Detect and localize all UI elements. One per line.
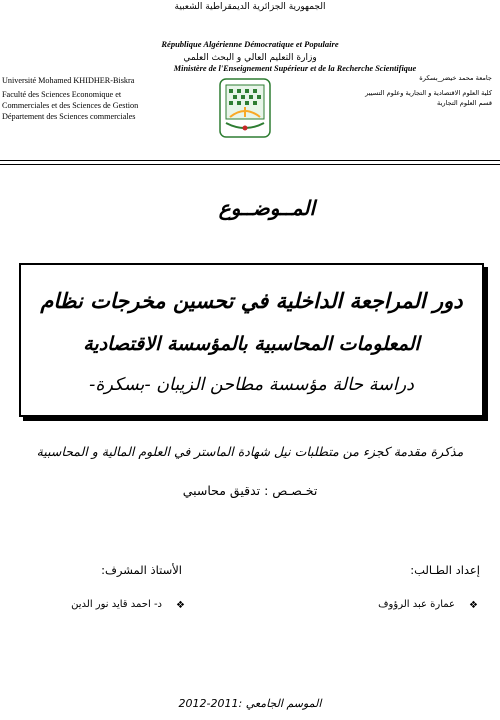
ministry-name-arabic: وزارة التعليم العالي و البحث العلمي [183,53,317,63]
academic-year: الموسم الجامعي :2011-2012 [178,697,322,710]
ministry-name-french: Ministère de l'Enseignement Supérieur et de la Recherche Scientifique [173,64,417,73]
specialty-line: تخـصـص : تدقيق محاسبي [182,483,318,498]
republic-name-french: République Algérienne Démocratique et Populaire [161,39,339,49]
case-study-subtitle: دراسة حالة مؤسسة مطاحن الزيبان -بسكرة- [89,375,414,395]
diamond-bullet-icon: ❖ [469,600,478,611]
faculty-name-french-2: Commerciales et des Sciences de Gestion [2,101,139,110]
thesis-title-line-2: المعلومات المحاسبية بالمؤسسة الاقتصادية [83,333,420,355]
thesis-title-box [19,263,484,417]
faculty-name-arabic: كلية العلوم الاقتصادية و التجارية وعلوم التسيير [365,89,492,97]
header-divider-bottom [0,164,500,165]
university-name-french: Université Mohamed KHIDHER-Biskra [2,76,135,85]
thesis-title-line-1: دور المراجعة الداخلية في تحسين مخرجات نظام [40,289,463,313]
department-name-arabic: قسم العلوم التجارية [437,99,492,107]
supervisor-name: د- احمد قايد نور الدين [71,599,162,610]
student-name: عمارة عبد الرؤوف [378,599,455,610]
subject-heading: المــوضــوع [218,196,315,220]
diamond-bullet-icon: ❖ [176,600,185,611]
thesis-purpose-statement: مذكرة مقدمة كجزء من متطلبات نيل شهادة الماستر في العلوم المالية و المحاسبية [36,444,464,459]
faculty-name-french-1: Faculté des Sciences Economique et [2,90,122,99]
republic-name-arabic: الجمهورية الجزائرية الديمقراطية الشعبية [174,2,326,12]
department-name-french: Département des Sciences commerciales [2,112,136,121]
student-label: إعداد الطـالب: [410,563,480,577]
header-divider-top [0,160,500,161]
university-logo-icon [216,77,274,141]
supervisor-label: الأستاذ المشرف: [101,563,182,577]
university-name-arabic: جامعة محمد خيضر_بسكرة [419,74,492,82]
